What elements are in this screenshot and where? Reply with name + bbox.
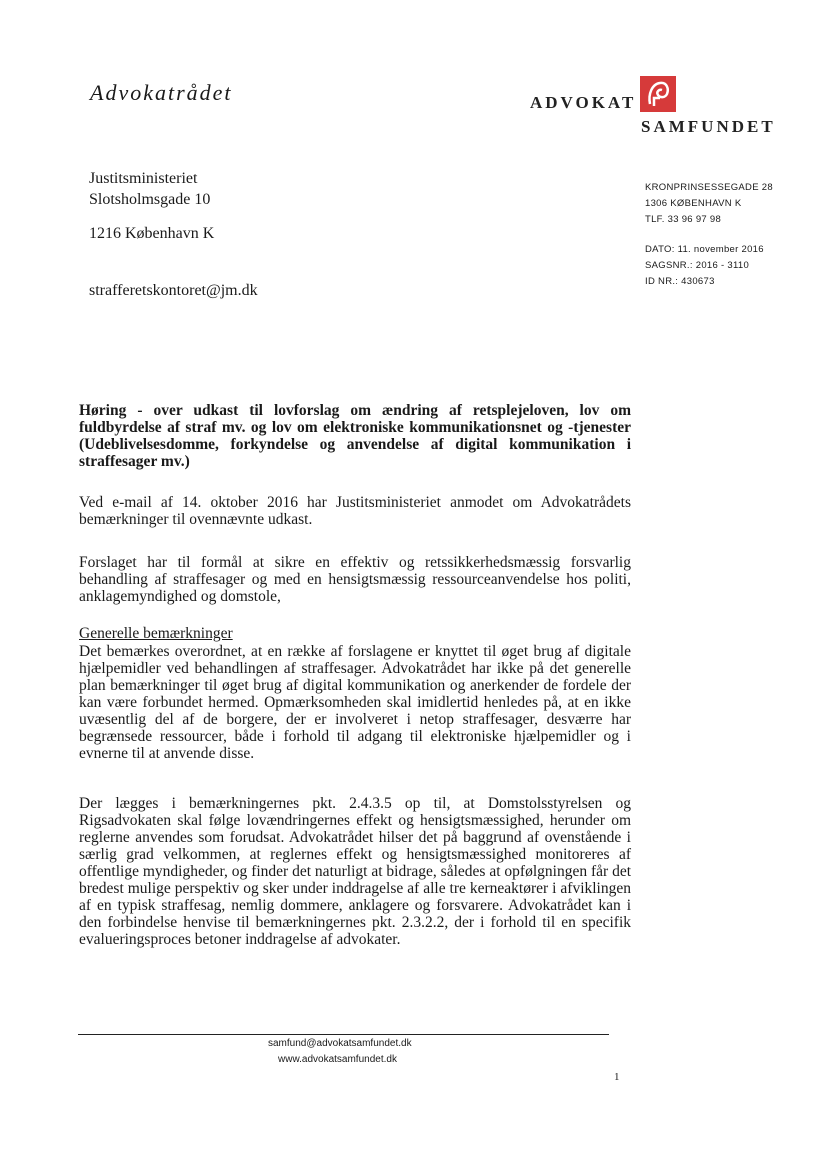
logo-text-top: ADVOKAT: [530, 93, 637, 112]
sender-phone: TLF. 33 96 97 98: [645, 214, 722, 225]
paragraph-general: Det bemærkes overordnet, at en række af forslagene er knyttet til øget brug af digitale hjælpemidler ved behandlingen af straffesager. Advokatrådet har ikke på det generelle plan bemærkninger til øget brug af digital kommunikation og anerkender de fordele der kan være forbundet hermed. Opmærksomheden skal imidlertid henledes på, at en ikke uvæsentlig del af de borgere, der er involveret i netop straffesager, desværre har begrænsede ressourcer, både i forhold til adgang til elektroniske hjælpemidler og i evnerne til at anvende disse.: [79, 643, 631, 762]
letter-subject: Høring - over udkast til lovforslag om ændring af retsplejeloven, lov om fuldbyrdelse af straf mv. og lov om elektroniske kommunikationsnet og -tjenester (Udeblivelsesdomme, forkyndelse og anvendelse af digital kommunikation i straffesager mv.): [79, 402, 631, 470]
footer-divider: [78, 1034, 609, 1035]
recipient-city: 1216 København K: [89, 225, 215, 242]
organization-title: Advokatrådet: [90, 80, 233, 105]
paragraph-intro: Ved e-mail af 14. oktober 2016 har Justitsministeriet anmodet om Advokatrådets bemærkninger til ovennævnte udkast.: [79, 494, 631, 528]
recipient-name: Justitsministeriet: [89, 170, 198, 187]
letter-date: DATO: 11. november 2016: [645, 244, 764, 255]
sender-street: KRONPRINSESSEGADE 28: [645, 182, 773, 193]
logo-icon: [640, 76, 676, 112]
footer-website[interactable]: www.advokatsamfundet.dk: [278, 1054, 397, 1065]
recipient-email: strafferetskontoret@jm.dk: [89, 282, 258, 299]
letter-meta: [645, 242, 764, 290]
sender-address: [645, 180, 773, 228]
paragraph-evaluation: Der lægges i bemærkningernes pkt. 2.4.3.5 op til, at Domstolsstyrelsen og Rigsadvokaten skal følge lovændringernes effekt og hensigtsmæssighed, herunder om reglerne anvendes som forudsat. Advokatrådet hilser det på baggrund af ovenstående i særlig grad velkommen, at reglernes effekt og hensigtsmæssighed monitoreres af offentlige myndigheder, og finder det naturligt at bidrage, således at opfølgningen får det bredest mulige perspektiv og sker under inddragelse af alle tre kerneaktører i afviklingen af en typisk straffesag, nemlig dommere, anklagere og forsvarere. Advokatrådet kan i den forbindelse henvise til bemærkningernes pkt. 2.3.2.2, der i forhold til en specifik evalueringsproces betoner inddragelse af advokater.: [79, 795, 631, 948]
recipient-street: Slotsholmsgade 10: [89, 191, 211, 208]
footer-email[interactable]: samfund@advokatsamfundet.dk: [268, 1038, 412, 1049]
logo-text-bottom: SAMFUNDET: [641, 117, 776, 136]
section-heading: Generelle bemærkninger: [79, 625, 233, 642]
sender-city: 1306 KØBENHAVN K: [645, 198, 742, 209]
recipient-address: [89, 168, 210, 210]
id-number: ID NR.: 430673: [645, 276, 715, 287]
page-number: 1: [614, 1071, 620, 1083]
paragraph-purpose: Forslaget har til formål at sikre en effektiv og retssikkerhedsmæssig forsvarlig behandling af straffesager og med en hensigtsmæssig ressourceanvendelse hos politi, anklagemyndighed og domstole,: [79, 554, 631, 605]
case-number: SAGSNR.: 2016 - 3110: [645, 260, 750, 271]
